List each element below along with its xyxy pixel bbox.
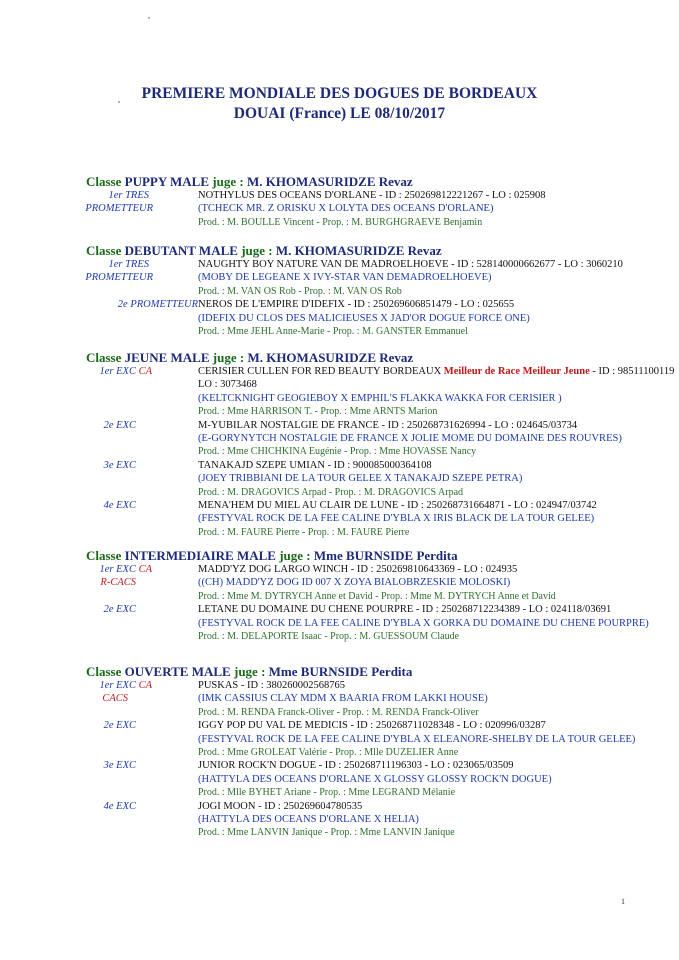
dog-id: - ID : 98511100119: [589, 366, 675, 377]
result-label: PROMETTEUR: [85, 272, 153, 284]
breeder-owner-line: Prod. : Mme GROLEAT Valérie - Prop. : Mlle DUZELIER Anne: [198, 747, 459, 758]
result-label: 3e EXC: [103, 760, 136, 772]
class-prefix: Classe: [86, 174, 125, 189]
class-prefix: Classe: [86, 243, 125, 258]
breeder-owner-line: Prod. : Mme CHICHKINA Eugénie - Prop. : Mme HOVASSE Nancy: [198, 446, 477, 458]
breeder-owner-line: Prod. : M. DRAGOVICS Arpad - Prop. : M. DRAGOVICS Arpad: [198, 486, 464, 498]
parents-line: (FESTYVAL ROCK DE LA FEE CALINE D'YBLA X IRIS BLACK DE LA TOUR GELEE): [198, 513, 595, 525]
class-name: DEBUTANT MALE: [124, 243, 238, 258]
dog-line: NOTHYLUS DES OCEANS D'ORLANE - ID : 250269812221267 - LO : 025908: [198, 190, 546, 201]
parents-line: (MOBY DE LEGEANE X IVY-STAR VAN DEMADROELHOEVE): [198, 272, 492, 284]
result-label: CACS: [102, 693, 128, 705]
judge-name: M. KHOMASURIDZE Revaz: [247, 350, 414, 365]
result-label: 2e EXC: [103, 604, 136, 616]
result-award: CA: [138, 680, 152, 691]
dog-line: NAUGHTY BOY NATURE VAN DE MADROELHOEVE - ID : 528140000662677 - LO : 3060210: [198, 259, 623, 270]
result-rank: 1er EXC: [99, 366, 139, 377]
judge-prefix: juge :: [230, 664, 269, 679]
parents-line: (KELTCKNIGHT GEOGIEBOY X EMPHIL'S FLAKKA WAKKA FOR CERISIER ): [198, 392, 562, 404]
result-rank: 1er EXC: [99, 680, 139, 691]
class-heading: [86, 350, 413, 366]
parents-line: (FESTYVAL ROCK DE LA FEE CALINE D'YBLA X GORKA DU DOMAINE DU CHENE POURPRE): [198, 617, 649, 629]
parents-line: (HATTYLA DES OCEANS D'ORLANE X HELIA): [198, 814, 419, 825]
breeder-owner-line: Prod. : Mme HARRISON T. - Prop. : Mme ARNTS Marion: [198, 406, 438, 418]
result-label: 2e EXC: [103, 419, 136, 431]
class-heading: [86, 174, 413, 190]
parents-line: (TCHECK MR. Z ORISKU X LOLYTA DES OCEANS D'ORLANE): [198, 203, 494, 215]
class-name: PUPPY MALE: [124, 174, 210, 189]
result-rank: 1er EXC: [99, 564, 139, 575]
dog-line: LO : 3073468: [198, 379, 257, 391]
parents-line: (IDEFIX DU CLOS DES MALICIEUSES X JAD'OR DOGUE FORCE ONE): [198, 312, 530, 324]
parents-line: (HATTYLA DES OCEANS D'ORLANE X GLOSSY GLOSSY ROCK'N DOGUE): [198, 773, 552, 785]
class-prefix: Classe: [86, 548, 125, 563]
dog-line: MENA'HEM DU MIEL AU CLAIR DE LUNE - ID : 250268731664871 - LO : 024947/03742: [198, 500, 597, 511]
result-award: CA: [138, 366, 152, 377]
judge-name: M. KHOMASURIDZE Revaz: [275, 243, 442, 258]
class-heading: [86, 664, 412, 680]
breeder-owner-line: Prod. : Mlle BYHET Ariane - Prop. : Mme LEGRAND Mélanie: [198, 787, 456, 799]
dog-line: TANAKAJD SZEPE UMIAN - ID : 900085000364108: [198, 459, 432, 471]
class-name: OUVERTE MALE: [124, 664, 231, 679]
breeder-owner-line: Prod. : M. VAN OS Rob - Prop. : M. VAN OS Rob: [198, 285, 402, 297]
result-label: R-CACS: [100, 577, 136, 589]
class-prefix: Classe: [86, 664, 125, 679]
dog-line: IGGY POP DU VAL DE MEDICIS - ID : 250268711028348 - LO : 020996/03287: [198, 720, 546, 732]
parents-line: (JOEY TRIBBIANI DE LA TOUR GELEE X TANAKAJD SZEPE PETRA): [198, 473, 523, 485]
result-label: 2e PROMETTEUR: [117, 299, 198, 311]
dog-line: JOGI MOON - ID : 250269604780535: [198, 800, 363, 812]
judge-prefix: juge :: [237, 243, 276, 258]
breeder-owner-line: Prod. : Mme LANVIN Janique - Prop. : Mme LANVIN Janique: [198, 827, 455, 839]
result-label: PROMETTEUR: [85, 203, 153, 215]
result-label: [100, 564, 153, 575]
result-label: 1er TRES: [108, 190, 149, 201]
dog-line: LETANE DU DOMAINE DU CHENE POURPRE - ID : 250268712234389 - LO : 024118/03691: [198, 604, 612, 616]
breeder-owner-line: Prod. : M. RENDA Franck-Oliver - Prop. : M. RENDA Franck-Oliver: [198, 706, 479, 718]
result-label: 3e EXC: [103, 459, 136, 471]
speck: [148, 17, 150, 19]
result-label: [100, 680, 153, 691]
class-prefix: Classe: [86, 350, 125, 365]
result-label: 1er TRES: [108, 259, 149, 270]
class-name: INTERMEDIAIRE MALE: [124, 548, 276, 563]
dog-line: CERISIER CULLEN FOR RED BEAUTY BORDEAUX Meilleur de Race Meilleur Jeune - ID : 98511100119: [198, 366, 675, 377]
breeder-owner-line: Prod. : Mme JEHL Anne-Marie - Prop. : M. GANSTER Emmanuel: [198, 326, 468, 337]
result-label: 4e EXC: [103, 800, 136, 812]
result-label: [100, 366, 153, 377]
dog-line: PUSKAS - ID : 380260002568765: [198, 680, 346, 691]
parents-line: ((CH) MADD'YZ DOG ID 007 X ZOYA BIALOBRZESKIE MOLOSKI): [198, 577, 511, 589]
page-number: 1: [621, 897, 625, 906]
judge-prefix: juge :: [275, 548, 314, 563]
dog-line: M-YUBILAR NOSTALGIE DE FRANCE - ID : 250268731626994 - LO : 024645/03734: [198, 419, 578, 431]
judge-prefix: juge :: [209, 174, 247, 189]
dog-line: MADD'YZ DOG LARGO WINCH - ID : 250269810643369 - LO : 024935: [198, 564, 518, 575]
result-award: CA: [138, 564, 152, 575]
breeder-owner-line: Prod. : Mme M. DYTRYCH Anne et David - Prop. : Mme M. DYTRYCH Anne et David: [198, 590, 556, 602]
dog-line: JUNIOR ROCK'N DOGUE - ID : 250268711196303 - LO : 023065/03509: [198, 760, 514, 772]
breeder-owner-line: Prod. : M. FAURE Pierre - Prop. : M. FAURE Pierre: [198, 526, 410, 538]
judge-prefix: juge :: [209, 350, 248, 365]
parents-line: (FESTYVAL ROCK DE LA FEE CALINE D'YBLA X ELEANORE-SHELBY DE LA TOUR GELEE): [198, 733, 636, 745]
judge-name: M. KHOMASURIDZE Revaz: [246, 174, 413, 189]
class-heading: [86, 243, 442, 259]
parents-line: (IMK CASSIUS CLAY MDM X BAARIA FROM LAKKI HOUSE): [198, 693, 488, 705]
class-name: JEUNE MALE: [124, 350, 210, 365]
breeder-owner-line: Prod. : M. BOULLE Vincent - Prop. : M. BURGHGRAEVE Benjamin: [198, 216, 483, 228]
class-heading: [86, 548, 458, 564]
judge-name: Mme BURNSIDE Perdita: [313, 548, 458, 563]
page-subtitle: DOUAI (France) LE 08/10/2017: [233, 105, 446, 122]
best-of-breed-badge: Meilleur de Race Meilleur Jeune: [441, 366, 590, 377]
parents-line: (E-GORYNYTCH NOSTALGIE DE FRANCE X JOLIE MOME DU DOMAINE DES ROUVRES): [198, 433, 622, 444]
result-label: 2e EXC: [103, 720, 136, 732]
page-title: PREMIERE MONDIALE DES DOGUES DE BORDEAUX: [141, 85, 538, 102]
judge-name: Mme BURNSIDE Perdita: [268, 664, 413, 679]
dog-line: NEROS DE L'EMPIRE D'IDEFIX - ID : 250269606851479 - LO : 025655: [198, 299, 515, 311]
result-label: 4e EXC: [103, 500, 136, 511]
breeder-owner-line: Prod. : M. DELAPORTE Isaac - Prop. : M. GUESSOUM Claude: [198, 631, 460, 642]
